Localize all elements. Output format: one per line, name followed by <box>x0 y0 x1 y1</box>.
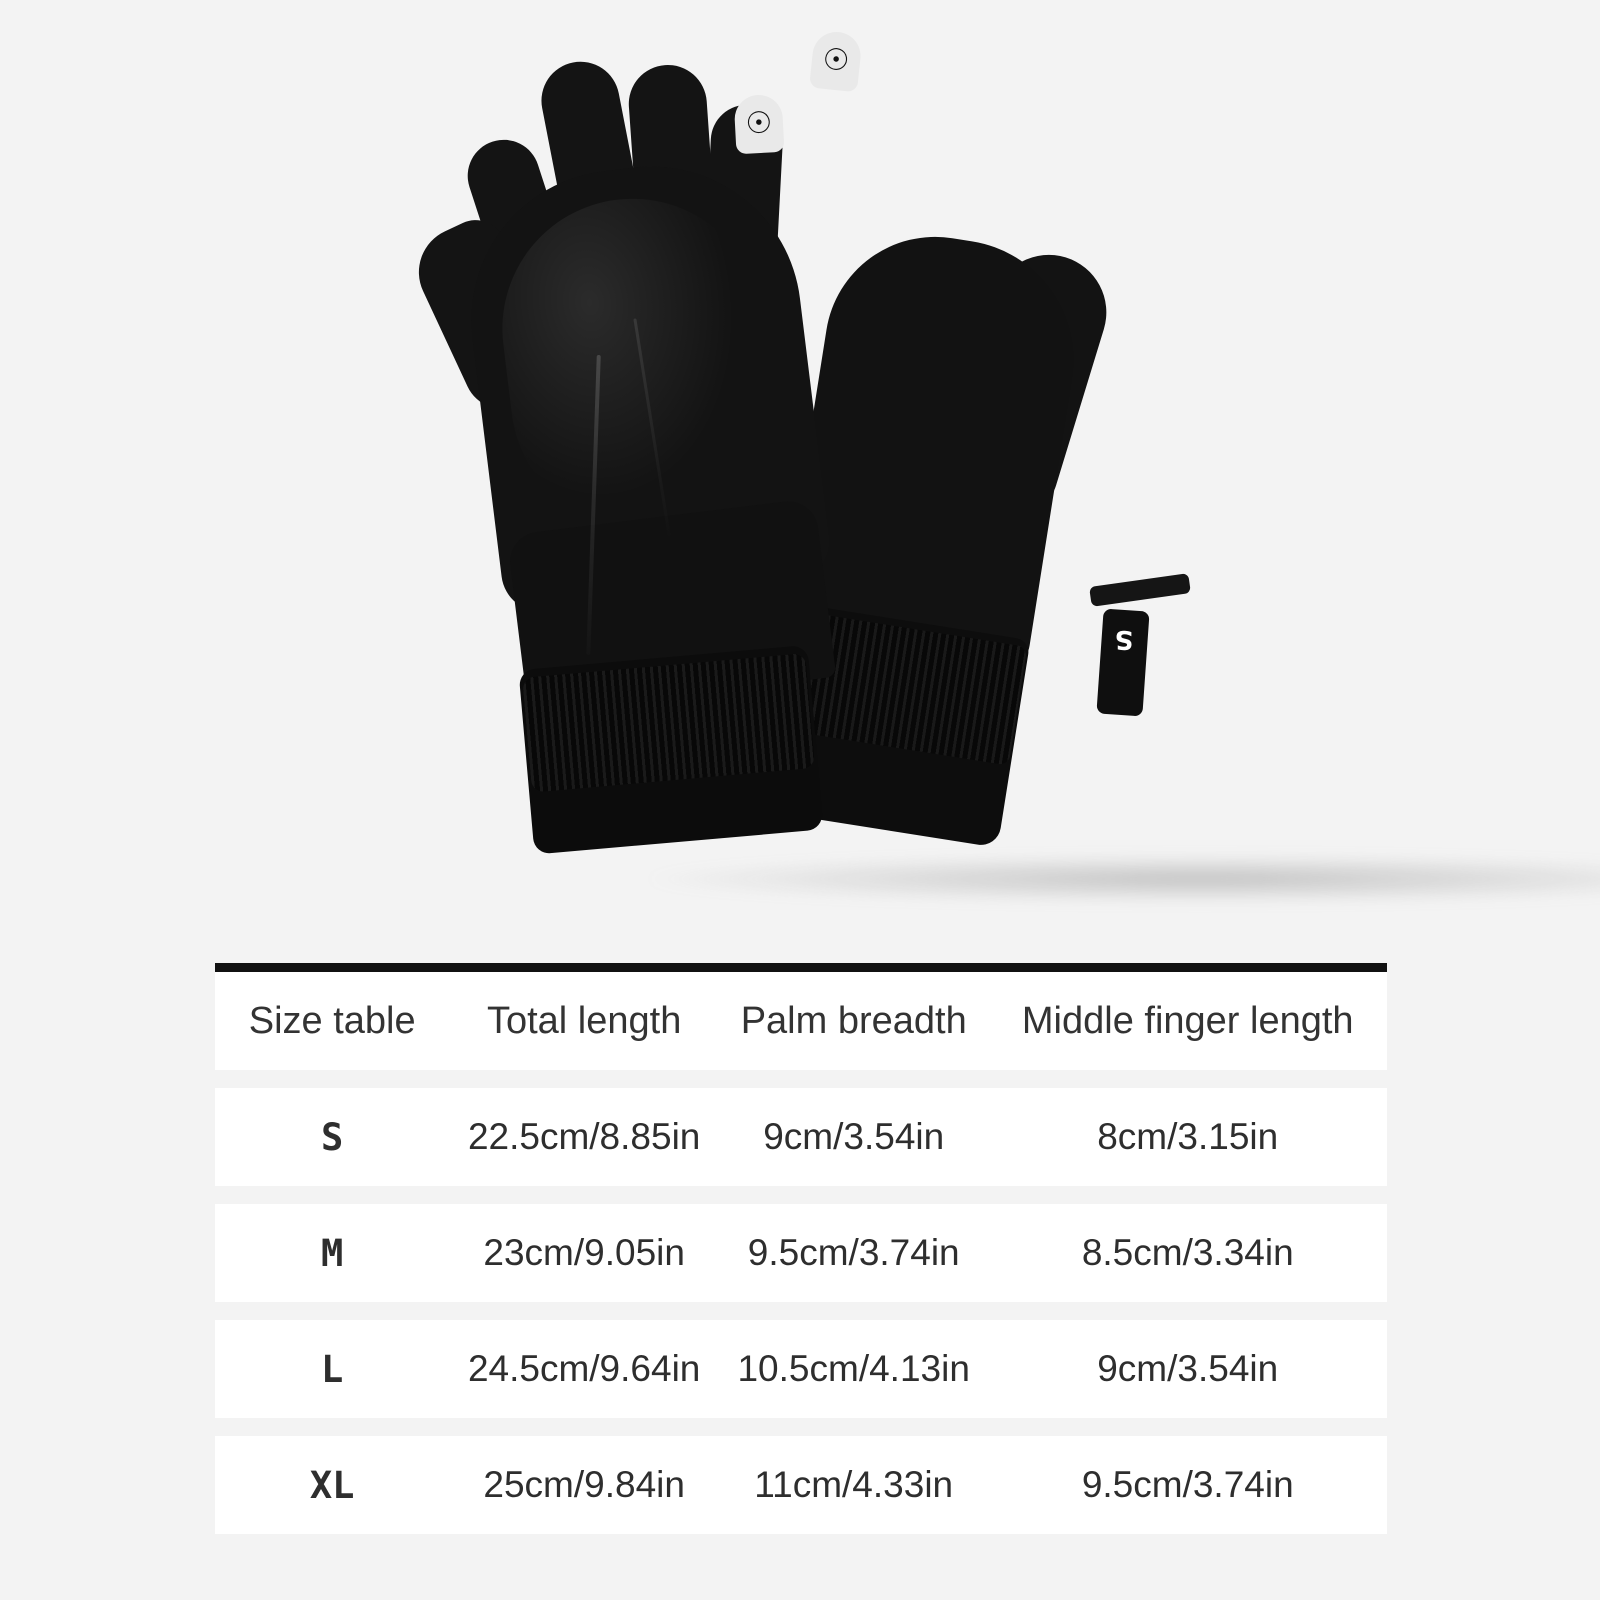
cell-size: S <box>215 1088 449 1186</box>
glove-left-cuff-ribbing <box>522 653 815 792</box>
cell-middle-finger-length: 9.5cm/3.74in <box>988 1436 1387 1534</box>
table-row <box>215 1088 1387 1186</box>
size-table <box>215 972 1387 1534</box>
cell-middle-finger-length: 8cm/3.15in <box>988 1088 1387 1186</box>
cell-total-length: 24.5cm/9.64in <box>449 1320 719 1418</box>
row-spacer <box>215 1070 1387 1088</box>
cell-middle-finger-length: 8.5cm/3.34in <box>988 1204 1387 1302</box>
table-header-row <box>215 972 1387 1070</box>
touchscreen-icon: ☉ <box>734 94 785 154</box>
size-table-section <box>215 963 1387 1534</box>
header-palm-breadth: Palm breadth <box>719 972 989 1070</box>
cell-palm-breadth: 10.5cm/4.13in <box>719 1320 989 1418</box>
row-spacer <box>215 1418 1387 1436</box>
cell-total-length: 25cm/9.84in <box>449 1436 719 1534</box>
row-spacer <box>215 1186 1387 1204</box>
cell-size: XL <box>215 1436 449 1534</box>
table-row <box>215 1204 1387 1302</box>
header-total-length: Total length <box>449 972 719 1070</box>
header-size-table: Size table <box>215 972 449 1070</box>
touchscreen-icon: ☉ <box>809 30 863 93</box>
glove-left <box>406 0 934 868</box>
cell-total-length: 23cm/9.05in <box>449 1204 719 1302</box>
cell-middle-finger-length: 9cm/3.54in <box>988 1320 1387 1418</box>
cell-total-length: 22.5cm/8.85in <box>449 1088 719 1186</box>
table-top-rule <box>215 963 1387 972</box>
cell-size: M <box>215 1204 449 1302</box>
zipper-tape <box>1089 573 1191 607</box>
header-middle-finger-length: Middle finger length <box>988 972 1387 1070</box>
table-row <box>215 1320 1387 1418</box>
cell-palm-breadth: 9.5cm/3.74in <box>719 1204 989 1302</box>
cell-size: L <box>215 1320 449 1418</box>
cell-palm-breadth: 9cm/3.54in <box>719 1088 989 1186</box>
table-row <box>215 1436 1387 1534</box>
row-spacer <box>215 1302 1387 1320</box>
drop-shadow <box>650 855 1600 903</box>
zipper-brand-icon: S <box>1114 624 1134 654</box>
glove-pair-illustration <box>400 10 1160 900</box>
cell-palm-breadth: 11cm/4.33in <box>719 1436 989 1534</box>
